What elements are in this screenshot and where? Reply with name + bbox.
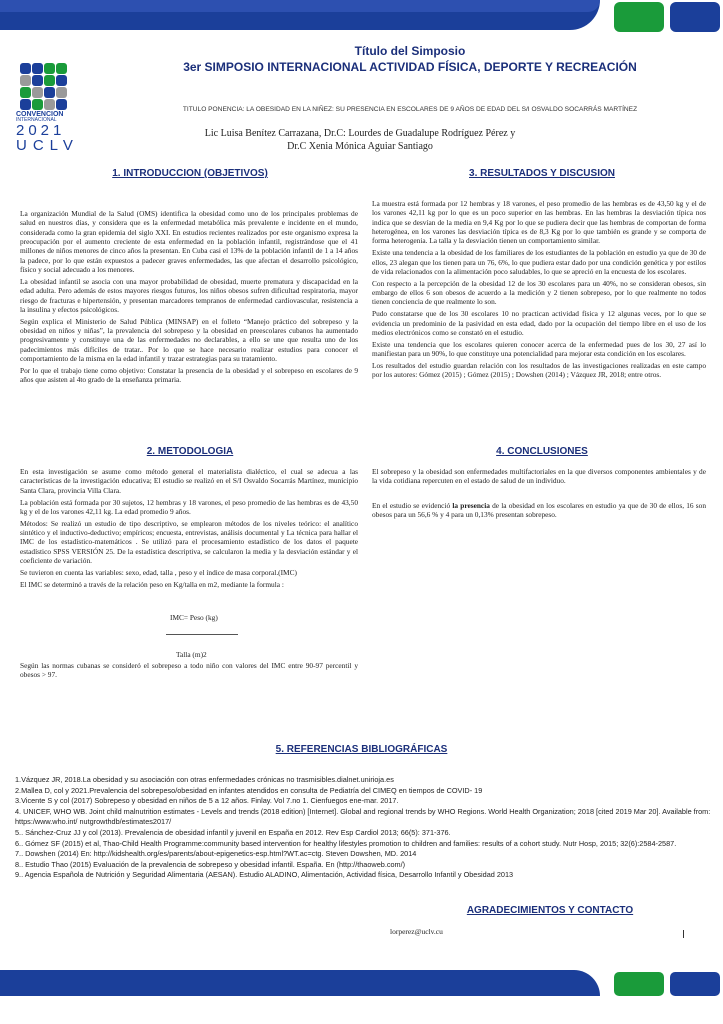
section-resultados-body <box>372 199 706 382</box>
section-metodologia-heading: 2. METODOLOGIA <box>146 446 234 457</box>
section-conclusiones-heading: 4. CONCLUSIONES <box>496 446 588 457</box>
reference-item: 1.Vázquez JR, 2018.La obesidad y su asociación con otras enfermedades crónicas no trasmisibles.dialnet.unirioja.es <box>15 775 394 784</box>
bottom-decorative-bar <box>0 970 723 1000</box>
references-list <box>15 775 715 881</box>
top-decorative-bar <box>0 0 723 36</box>
logo-line1: CONVENCION <box>16 111 64 118</box>
intro-paragraph: Por lo que el trabajo tiene como objetivo: Constatar la presencia de la obesidad y el sobrepeso en escolares de 9 años que asisten al 4to grado de la enseñanza primaria. <box>20 366 358 385</box>
authors <box>110 127 610 153</box>
convention-logo <box>16 63 79 154</box>
contact-email[interactable]: lorperez@uclv.cu <box>390 927 443 936</box>
metodologia-paragraph: El IMC se determinó a través de la relación peso en Kg/talla en m2, mediante la formula : <box>20 579 284 589</box>
logo-year: 2021 <box>16 122 66 139</box>
logo-mosaic-icon <box>20 63 70 111</box>
authors-line2: Dr.C Xenia Mónica Aguiar Santiago <box>287 141 433 152</box>
intro-paragraph: Según explica el Ministerio de Salud Pública (MINSAP) en el folleto “Manejo práctico del sobrepeso y la obesidad en niños y niñas”, la prevalencia del sobrepeso y la obesidad en preescolares cubanos ha aumentado progresivamente y constituye una de las enfermedades no declarables, a ello se une que resulta uno de los padecimientos más difíciles de tratar.. Por lo que se hace necesario realizar estudios para conocer el comportamiento de la misma en la edad infantil y trazar estrategias para su tratamiento. <box>20 316 358 364</box>
resultados-paragraph: Pudo constatarse que de los 30 escolares 10 no practican actividad física y 12 algunas veces, por lo que se evidencia un predominio de la pasividad en esta edad, dado por la ocupación del tiempo libre en el uso de los medios electrónicos como se constató en el estudio. <box>372 309 706 337</box>
metodologia-paragraph: En esta investigación se asume como método general el materialista dialéctico, el cual se adecua a las características de la investigación educativa; El estudio se realizó en el S/I Osvaldo Socarrás Martínez, municipio Santa Clara, provincia Villa Clara. <box>20 467 358 495</box>
section-referencias-heading: 5. REFERENCIAS BIBLIOGRÁFICAS <box>275 744 448 755</box>
intro-paragraph: La obesidad infantil se asocia con una mayor probabilidad de obesidad, muerte prematura y discapacidad en la edad adulta. Pero además de estos mayores riesgos futuros, los niños obesos sufren dificultad respiratoria, mayor riesgo de fracturas e hipertensión, y presentan marcadores tempranos de enfermedad cardiovascular, resistencia a la insulina y efectos psicológicos. <box>20 276 358 314</box>
reference-item: 4. UNICEF, WHO WB. Joint child malnutrition estimates - Levels and trends (2018 edition) [Internet]. Global and regional trends by WHO Regions. World Health Organization; 2018 [cited 2019 Mar 20]. Available from: https:/www.who.int/ nutgrowthdb/estimates2017/ <box>15 806 711 827</box>
conclusiones-paragraph: El sobrepeso y la obesidad son enfermedades multifactoriales en la que diversos componentes ambientales y de la vida cotidiana repercuten en el estado de salud de un individuo. <box>372 467 706 486</box>
conclusiones-text: En el estudio se evidenció <box>372 500 453 510</box>
formula-numerator: IMC= Peso (kg) <box>170 613 218 622</box>
resultados-paragraph: Con respecto a la percepción de la obesidad 12 de los 30 escolares para un 40%, no se consideran obesos, sin embargo de ellos 6 son obesos de acuerdo a la medición y 2 tienen sobrepeso, por lo que realmente no todos tienen conciencia de que realmente lo son. <box>372 278 706 307</box>
bottom-blue-square <box>670 972 720 996</box>
section-intro-heading: 1. INTRODUCCION (OBJETIVOS) <box>112 168 268 179</box>
symposium-title: Título del Simposio <box>354 44 466 58</box>
reference-item: 8.. Estudio Thao (2015) Evaluación de la prevalencia de sobrepeso y obesidad infantil. España. En (http://thaoweb.com/) <box>15 859 406 869</box>
resultados-paragraph: La muestra está formada por 12 hembras y 18 varones, el peso promedio de las hembras es de 43,50 kg y el de los varones 42,11 kg por lo que es un poco superior en las hembras. En las hembras la desviación típica nos indica que se desvían de la media en 9,4 Kg por lo que se pudiera decir que las hembras de comportan de forma heterogénea, en los varones las desviación típica es de 8,3 Kg por lo que también es grande y se comporta de forma heterogenia. La talla y la desviación tienen un comportamiento similar. <box>372 199 706 246</box>
formula-denominator: Talla (m)2 <box>176 650 207 659</box>
section-contacto-heading: AGRADECIMIENTOS Y CONTACTO <box>466 905 634 916</box>
paper-title: TITULO PONENCIA: LA OBESIDAD EN LA NIÑEZ: SU PRESENCIA EN ESCOLARES DE 9 AÑOS DE EDAD DEL S/I OSVALDO SOCARRÁS MARTÍNEZ <box>182 106 638 113</box>
top-green-square <box>614 2 664 32</box>
conclusiones-text: de la obesidad en los escolares en estudio ya que de 30 de ellos, 16 son obesos para un 56,6 % y 4 para un 0,13% presentan sobrepeso. <box>372 500 706 520</box>
section-metodologia-body <box>20 467 358 592</box>
resultados-paragraph: Existe una tendencia que los escolares quieren conocer acerca de la enfermedad pues de los 30, 27 así lo manifiestan para un 90%, lo que constituye una potencialidad para mejorar esta condición en los escolares. <box>372 339 706 359</box>
section-intro-body <box>20 209 358 387</box>
section-resultados-heading: 3. RESULTADOS Y DISCUSION <box>469 168 615 179</box>
page-mark <box>683 930 684 938</box>
symposium-subtitle: 3er SIMPOSIO INTERNACIONAL ACTIVIDAD FÍSICA, DEPORTE Y RECREACIÓN <box>183 60 637 74</box>
reference-item: 6.. Gómez SF (2015) et al, Thao-Child Health Programme:community based intervention for healthy lifestyles promotion to children and families: results of a cohort study. Nutr Hosp, 2015; 32(6):2584-2587. <box>15 838 677 848</box>
intro-paragraph: La organización Mundial de la Salud (OMS) identifica la obesidad como uno de los principales problemas de salud en nuestros días, y considera que es la enfermedad metabólica más prevalente e incidente en el mundo, considerada como la gran epidemia del siglo XXI. En estudios recientes realizados por este organismo expresa la preocupación por el aumento creciente de esta enfermedad en la población infantil, registrándose que el 41 millones de niños menores de cinco años la presentan. En Cuba casi el 13% de la población infantil de 1 a 14 años la padece, por lo que están expuestos a padecer graves enfermedades, las que afectan el desarrollo psicológico, físico y social adecuado a los menores. <box>20 209 358 275</box>
reference-item: 3.Vicente S y col (2017) Sobrepeso y obesidad en niños de 5 a 12 años. Finlay. Vol 7.no 1. Cienfuegos ene-mar. 2017. <box>15 796 399 806</box>
section-conclusiones-body <box>372 467 706 522</box>
logo-org: UCLV <box>16 137 79 154</box>
top-blue-highlight <box>0 0 600 12</box>
bottom-green-square <box>614 972 664 996</box>
bottom-blue-band <box>0 970 600 996</box>
authors-line1: Lic Luisa Benítez Carrazana, Dr.C: Lourdes de Guadalupe Rodríguez Pérez y <box>204 128 516 139</box>
metodologia-paragraph: La población está formada por 30 sujetos, 12 hembras y 18 varones, el peso promedio de las hembras es de 43,50 kg y el de los varones 42,11 kg. La edad promedio 9 años. <box>20 497 358 516</box>
formula-fraction-line <box>166 634 238 635</box>
metodologia-paragraph: Se tuvieron en cuenta las variables: sexo, edad, talla , peso y el índice de masa corporal.(IMC) <box>20 567 297 577</box>
resultados-paragraph: Los resultados del estudio guardan relación con los resultados de las investigaciones realizadas en este campo por los autores: Gómez (2015) ; Gómez (2015) ; Dowshen (2014) ; Vázquez JR, 2018; entre otros. <box>372 361 706 380</box>
conclusiones-paragraph <box>372 501 706 520</box>
top-blue-square <box>670 2 720 32</box>
metodologia-closing <box>20 661 358 682</box>
metodologia-paragraph: Según las normas cubanas se consideró el sobrepeso a todo niño con valores del IMC entre 90-97 percentil y obesos > 97. <box>20 661 358 680</box>
conclusiones-emphasis: la presencia <box>452 500 490 510</box>
reference-item: 2.Mallea D, col y 2021.Prevalencia del sobrepeso/obesidad en infantes atendidos en consulta de Pediatría del CIMEQ en tiempos de COVID- 19 <box>15 785 483 795</box>
resultados-paragraph: Existe una tendencia a la obesidad de los familiares de los estudiantes de la población en estudio ya que de 30 de ellos, 23 alegan que los tienen para un 76, 6%, lo que pudiera estar dado por una condición genética y por estilos de vida relacionados con la alimentación poco saludables, lo que se apreció en la encuesta de los escolares. <box>372 248 706 276</box>
metodologia-paragraph: Métodos: Se realizó un estudio de tipo descriptivo, se emplearon métodos de los niveles teórico: el analítico sintético y el inductivo-deductivo; empíricos; encuesta, entrevistas, análisis documental y La técnica para hallar el IMC de los estadístico-matemáticos . Se utilizó para el procesamiento estadístico de los datos el paquete estadístico SPSS VERSIÓN 25. De la estadística descriptiva, se calcularon la media y la desviación estándar y el coeficiente de variación. <box>20 518 358 566</box>
logo-line2: INTERNACIONAL <box>16 117 57 123</box>
reference-item: 7.. Dowshen (2014) En: http://kidshealth.org/es/parents/about-epigenetics-esp.html?WT.ac=ctg. Steven Dowshen, MD. 2014 <box>15 849 417 859</box>
reference-item: 9.. Agencia Española de Nutrición y Seguridad Alimentaria (AESAN). Estudio ALADINO, Alimentación, Actividad física, Desarrollo Infantil y Obesidad 2013 <box>15 870 514 880</box>
reference-item: 5.. Sánchez-Cruz JJ y col (2013). Prevalencia de obesidad infantil y juvenil en España en 2012. Rev Esp Cardiol 2013; 66(5): 371-376. <box>15 827 451 837</box>
